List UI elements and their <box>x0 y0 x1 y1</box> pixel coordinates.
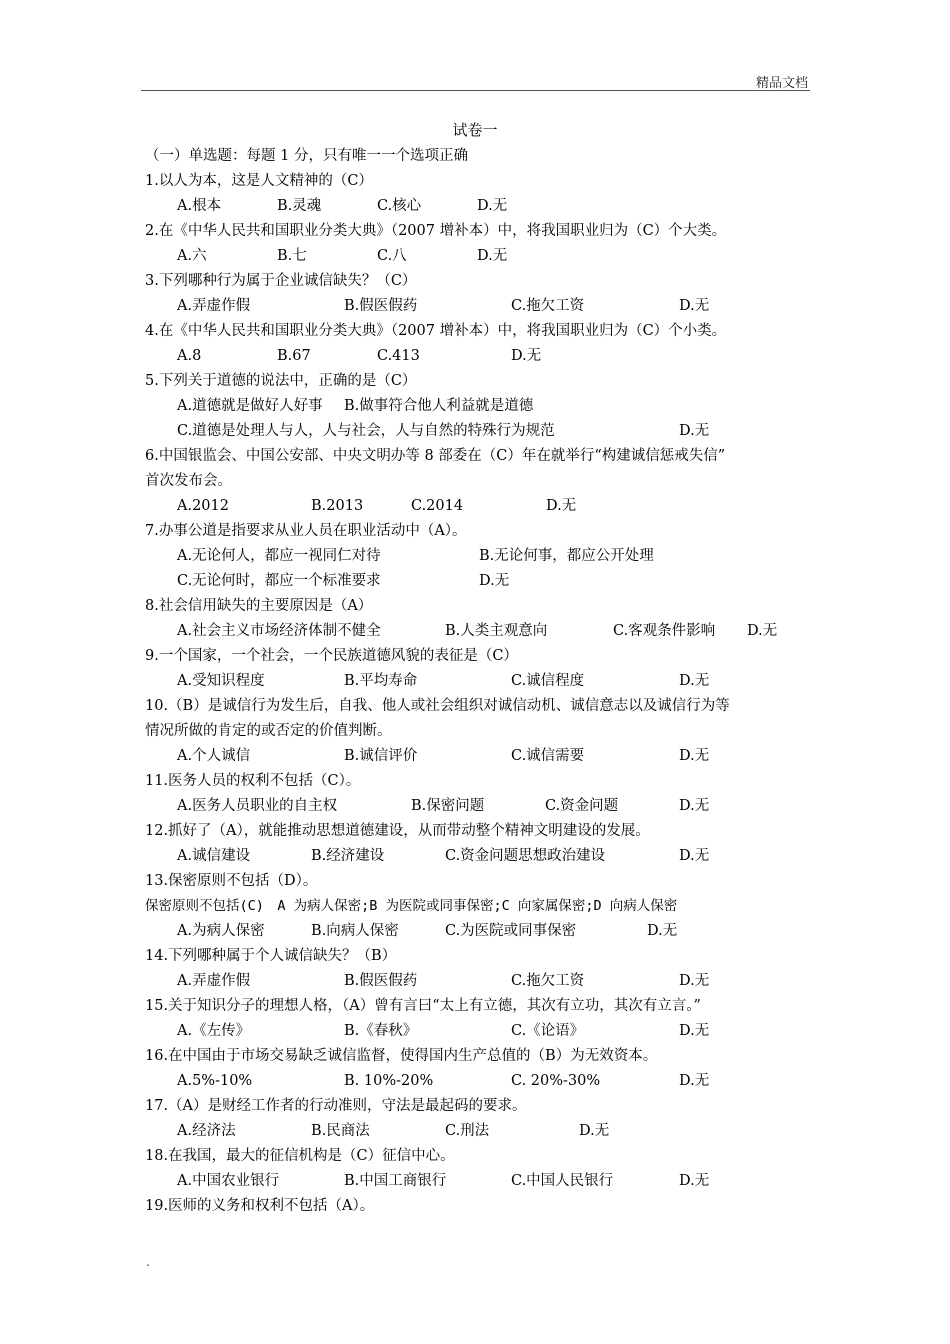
option-b: B.七 <box>277 248 307 264</box>
option-c: C.拖欠工资 <box>511 298 585 314</box>
question-text: 15.关于知识分子的理想人格，（A）曾有言曰“太上有立德，其次有立功，其次有立言。” <box>145 998 701 1014</box>
question-text: 7.办事公道是指要求从业人员在职业活动中（A）。 <box>145 523 467 539</box>
option-d: D.无 <box>679 1173 710 1189</box>
question-text: 4.在《中华人民共和国职业分类大典》（2007 增补本）中，将我国职业归为（C）个小类。 <box>145 323 727 339</box>
option-d: D.无 <box>679 423 710 439</box>
question-text: 9.一个国家，一个社会，一个民族道德风貌的表征是（C） <box>145 648 518 664</box>
question-text: 11.医务人员的权利不包括（C）。 <box>145 773 361 789</box>
question-text: 6.中国银监会、中国公安部、中央文明办等 8 部委在（C）年在就举行“构建诚信惩戒失信” <box>145 448 726 464</box>
option-c: C.客观条件影响 <box>613 623 716 639</box>
question-text: 1.以人为本，这是人文精神的（C） <box>145 173 373 189</box>
option-d: D.无 <box>679 973 710 989</box>
question-text: 17.（A）是财经工作者的行动准则，守法是最起码的要求。 <box>145 1098 527 1114</box>
header-label: 精品文档 <box>755 76 808 91</box>
question-text: 12.抓好了（A），就能推动思想道德建设，从而带动整个精神文明建设的发展。 <box>145 823 650 839</box>
option-d: D.无 <box>579 1123 610 1139</box>
option-row <box>145 1169 815 1194</box>
option-d: D.无 <box>679 673 710 689</box>
option-b: B.2013 <box>311 498 364 514</box>
option-row <box>145 1019 815 1044</box>
option-a: A.8 <box>177 348 202 364</box>
option-b: B.向病人保密 <box>311 923 399 939</box>
option-c: C.诚信需要 <box>511 748 585 764</box>
exam-body <box>145 144 815 1219</box>
option-a: A.无论何人，都应一视同仁对待 <box>177 548 381 564</box>
option-row <box>145 344 815 369</box>
option-d: D.无 <box>647 923 678 939</box>
option-row <box>145 744 815 769</box>
option-d: D.无 <box>747 623 778 639</box>
option-row <box>145 619 815 644</box>
option-d: D.无 <box>477 198 508 214</box>
option-a: A.《左传》 <box>177 1023 251 1039</box>
option-b: B. 10%-20% <box>344 1073 434 1089</box>
option-row <box>145 544 815 569</box>
option-b: B.经济建设 <box>311 848 385 864</box>
option-b: B.无论何事，都应公开处理 <box>479 548 654 564</box>
option-a: A.中国农业银行 <box>177 1173 280 1189</box>
question-text: 5.下列关于道德的说法中，正确的是（C） <box>145 373 417 389</box>
option-d: D.无 <box>477 248 508 264</box>
option-d: D.无 <box>679 798 710 814</box>
option-a: A.弄虚作假 <box>177 973 251 989</box>
option-b: B.《春秋》 <box>344 1023 418 1039</box>
question-text: 16.在中国由于市场交易缺乏诚信监督，使得国内生产总值的（B）为无效资本。 <box>145 1048 658 1064</box>
option-d: D.无 <box>479 573 510 589</box>
option-row <box>145 1069 815 1094</box>
question-text: 8.社会信用缺失的主要原因是（A） <box>145 598 373 614</box>
option-d: D.无 <box>679 298 710 314</box>
question-text-continued: 首次发布会。 <box>145 473 232 489</box>
option-row <box>145 194 815 219</box>
option-a: A.医务人员职业的自主权 <box>177 798 338 814</box>
option-a: A.根本 <box>177 198 222 214</box>
option-b: B.假医假药 <box>344 973 418 989</box>
question-note: 保密原则不包括(C) A 为病人保密;B 为医院或同事保密;C 向家属保密;D 向病人保密 <box>145 898 678 914</box>
option-c: C.核心 <box>377 198 422 214</box>
option-b: B.诚信评价 <box>344 748 418 764</box>
option-a: A.经济法 <box>177 1123 236 1139</box>
option-c: C.《论语》 <box>511 1023 585 1039</box>
option-row <box>145 419 815 444</box>
option-a: A.受知识程度 <box>177 673 265 689</box>
option-c: C.无论何时，都应一个标准要求 <box>177 573 381 589</box>
question-text: 14.下列哪种属于个人诚信缺失？（B） <box>145 948 397 964</box>
option-a: A.为病人保密 <box>177 923 265 939</box>
question-text: 19.医师的义务和权利不包括（A）。 <box>145 1198 375 1214</box>
option-row <box>145 669 815 694</box>
option-c: C.拖欠工资 <box>511 973 585 989</box>
option-c: C.八 <box>377 248 407 264</box>
option-row <box>145 919 815 944</box>
header-divider <box>141 90 810 91</box>
page-title: 试卷一 <box>452 121 498 139</box>
option-b: B.平均寿命 <box>344 673 418 689</box>
question-text: 13.保密原则不包括（D）。 <box>145 873 318 889</box>
question-text: 18.在我国，最大的征信机构是（C）征信中心。 <box>145 1148 455 1164</box>
option-d: D.无 <box>679 748 710 764</box>
option-d: D.无 <box>679 1073 710 1089</box>
section-heading: （一）单选题：每题 1 分，只有唯一一个选项正确 <box>145 148 468 164</box>
option-b: B.民商法 <box>311 1123 370 1139</box>
question-text-continued: 情况所做的肯定的或否定的价值判断。 <box>145 723 392 739</box>
option-c: C.道德是处理人与人，人与社会，人与自然的特殊行为规范 <box>177 423 555 439</box>
option-d: D.无 <box>679 848 710 864</box>
option-a: A.社会主义市场经济体制不健全 <box>177 623 381 639</box>
option-row <box>145 794 815 819</box>
question-text: 2.在《中华人民共和国职业分类大典》（2007 增补本）中，将我国职业归为（C）个大类。 <box>145 223 727 239</box>
option-a: A.六 <box>177 248 207 264</box>
option-row <box>145 1119 815 1144</box>
option-d: D.无 <box>679 1023 710 1039</box>
option-c: C. 20%-30% <box>511 1073 601 1089</box>
option-a: A.2012 <box>177 498 229 514</box>
option-c: C.为医院或同事保密 <box>445 923 577 939</box>
option-d: D.无 <box>511 348 542 364</box>
option-a: A.道德就是做好人好事 <box>177 398 323 414</box>
option-b: B.灵魂 <box>277 198 322 214</box>
option-b: B.人类主观意向 <box>445 623 548 639</box>
option-d: D.无 <box>546 498 577 514</box>
option-row <box>145 394 815 419</box>
option-c: C.413 <box>377 348 420 364</box>
option-row <box>145 969 815 994</box>
option-c: C.资金问题 <box>545 798 619 814</box>
option-c: C.资金问题思想政治建设 <box>445 848 606 864</box>
option-a: A.诚信建设 <box>177 848 251 864</box>
option-row <box>145 844 815 869</box>
option-b: B.假医假药 <box>344 298 418 314</box>
option-b: B.67 <box>277 348 311 364</box>
option-a: A.个人诚信 <box>177 748 251 764</box>
option-row <box>145 569 815 594</box>
footer-mark: . <box>146 1255 150 1269</box>
option-b: B.做事符合他人利益就是道德 <box>344 398 534 414</box>
question-text: 3.下列哪种行为属于企业诚信缺失？（C） <box>145 273 417 289</box>
question-text: 10.（B）是诚信行为发生后，自我、他人或社会组织对诚信动机、诚信意志以及诚信行为等 <box>145 698 730 714</box>
option-row <box>145 244 815 269</box>
option-c: C.中国人民银行 <box>511 1173 614 1189</box>
option-a: A.弄虚作假 <box>177 298 251 314</box>
option-row <box>145 494 815 519</box>
option-b: B.保密问题 <box>411 798 485 814</box>
option-c: C.2014 <box>411 498 464 514</box>
option-c: C.诚信程度 <box>511 673 585 689</box>
option-b: B.中国工商银行 <box>344 1173 447 1189</box>
option-row <box>145 294 815 319</box>
option-a: A.5%-10% <box>177 1073 253 1089</box>
option-c: C.刑法 <box>445 1123 490 1139</box>
